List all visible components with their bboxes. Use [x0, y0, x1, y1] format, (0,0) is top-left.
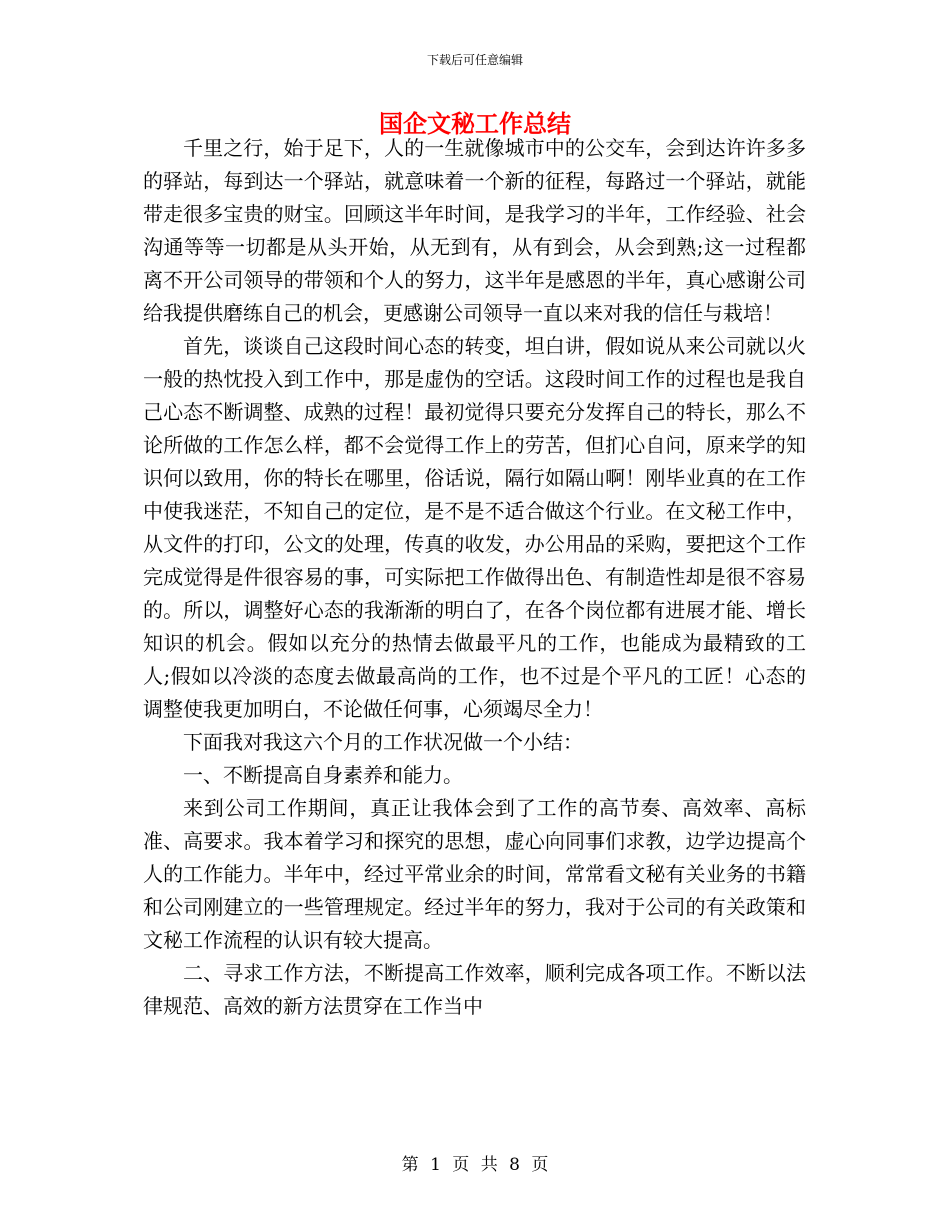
page-number-footer: 第 1 页 共 8 页	[401, 1155, 549, 1175]
header-note: 下载后可任意编辑	[426, 53, 523, 67]
paragraph-mindset: 首先，谈谈自己这段时间心态的转变，坦白讲，假如说从来公司就以火一般的热忱投入到工作中，那是虚伪的空话。这段时间工作的过程也是我自己心态不断调整、成熟的过程！最初觉得只要充分发挥自己的特长，那么不论所做的工作怎么样，都不会觉得工作上的劳苦，但扪心自问，原来学的知识何以致用，你的特长在哪里，俗话说，隔行如隔山啊！刚毕业真的在工作中使我迷茫，不知自己的定位，是不是不适合做这个行业。在文秘工作中，从文件的打印，公文的处理，传真的收发，办公用品的采购，要把这个工作完成觉得是件很容易的事，可实际把工作做得出色、有制造性却是很不容易的。所以，调整好心态的我渐渐的明白了，在各个岗位都有进展才能、增长知识的机会。假如以充分的热情去做最平凡的工作，也能成为最精致的工人;假如以冷淡的态度去做最高尚的工作，也不过是个平凡的工匠！心态的调整使我更加明白，不论做任何事，心须竭尽全力！	[143, 334, 806, 721]
paragraph-section-1: 来到公司工作期间，真正让我体会到了工作的高节奏、高效率、高标准、高要求。我本着学习和探究的思想，虚心向同事们求教，边学边提高个人的工作能力。半年中，经过平常业余的时间，常常看文秘有关业务的书籍和公司刚建立的一些管理规定。经过半年的努力，我对于公司的有关政策和文秘工作流程的认识有较大提高。	[143, 796, 806, 952]
document-title: 国企文秘工作总结	[379, 110, 571, 138]
paragraph-section-2: 二、寻求工作方法，不断提高工作效率，顺利完成各项工作。不断以法律规范、高效的新方法贯穿在工作当中	[143, 961, 806, 1018]
document-body	[143, 132, 806, 1023]
paragraph-intro: 千里之行，始于足下，人的一生就像城市中的公交车，会到达许许多多的驿站，每到达一个驿站，就意味着一个新的征程，每路过一个驿站，就能带走很多宝贵的财宝。回顾这半年时间，是我学习的半年，工作经验、社会沟通等等一切都是从头开始，从无到有，从有到会，从会到熟;这一过程都离不开公司领导的带领和个人的努力，这半年是感恩的半年，真心感谢公司给我提供磨练自己的机会，更感谢公司领导一直以来对我的信任与栽培！	[143, 136, 806, 325]
section-heading-1: 一、不断提高自身素养和能力。	[183, 763, 463, 787]
paragraph-summary-lead: 下面我对我这六个月的工作状况做一个小结：	[183, 730, 583, 754]
